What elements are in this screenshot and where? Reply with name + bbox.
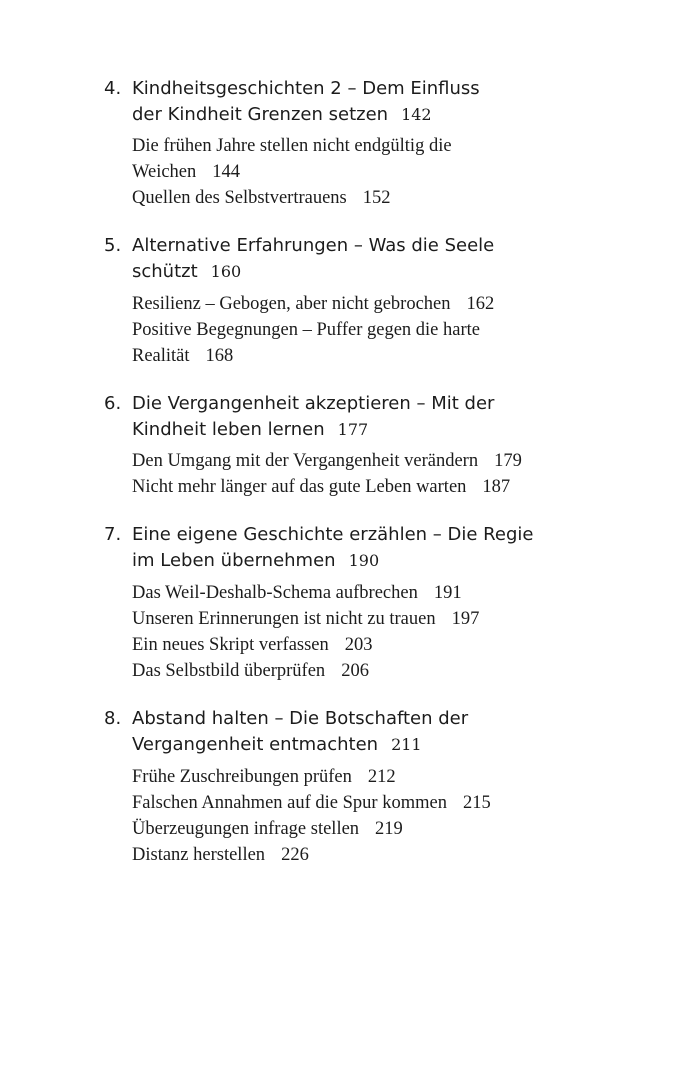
chapter-title — [132, 391, 552, 443]
section-entry — [132, 474, 632, 500]
section-entry — [132, 317, 632, 369]
section-entry — [132, 632, 632, 658]
chapter-title — [132, 233, 552, 285]
section-entry — [132, 185, 632, 211]
section-title-line: Quellen des Selbstvertrauens 152 — [132, 188, 391, 208]
section-page-number: 203 — [344, 635, 373, 655]
section-title-line: Positive Begegnungen – Puffer gegen die harte — [132, 320, 480, 340]
section-entry — [132, 842, 632, 868]
chapter-number: 6. — [104, 393, 122, 414]
chapter-page-number: 142 — [401, 105, 432, 124]
section-page-number: 191 — [433, 583, 462, 603]
chapter-number: 8. — [104, 708, 122, 729]
section-title-line: Den Umgang mit der Vergangenheit verändern 179 — [132, 451, 522, 471]
chapter-title-line: Alternative Erfahrungen – Was die Seele — [132, 235, 495, 256]
section-title-line: Frühe Zuschreibungen prüfen 212 — [132, 767, 396, 787]
section-title-line: Realität 168 — [132, 346, 234, 366]
chapter-number: 7. — [104, 524, 122, 545]
section-title-line: Ein neues Skript verfassen 203 — [132, 635, 373, 655]
section-page-number: 215 — [462, 793, 491, 813]
chapter-page-number: 177 — [337, 420, 369, 439]
section-entry — [132, 291, 632, 317]
chapter-title-line: im Leben übernehmen 190 — [132, 550, 380, 571]
section-entry — [132, 658, 632, 684]
section-title-line: Unseren Erinnerungen ist nicht zu trauen 197 — [132, 609, 480, 629]
chapter-title — [132, 706, 552, 758]
chapter-number: 5. — [104, 235, 122, 256]
section-title-line: Falschen Annahmen auf die Spur kommen 215 — [132, 793, 491, 813]
section-page-number: 168 — [205, 346, 234, 366]
section-list — [132, 764, 632, 868]
section-entry — [132, 133, 632, 185]
section-entry — [132, 764, 632, 790]
section-title-line: Das Weil-Deshalb-Schema aufbrechen 191 — [132, 583, 462, 603]
section-page-number: 144 — [212, 162, 241, 182]
section-page-number: 212 — [367, 767, 396, 787]
chapter-page-number: 190 — [348, 551, 380, 570]
chapter-title-line: Kindheit leben lernen 177 — [132, 419, 369, 440]
section-entry — [132, 448, 632, 474]
section-title-line: Nicht mehr länger auf das gute Leben warten 187 — [132, 477, 511, 497]
chapter-number: 4. — [104, 78, 122, 99]
section-list — [132, 291, 632, 369]
section-title-line: Überzeugungen infrage stellen 219 — [132, 819, 403, 839]
section-entry — [132, 816, 632, 842]
section-title-line: Distanz herstellen 226 — [132, 845, 309, 865]
chapter-title-line: schützt 160 — [132, 261, 242, 282]
section-page-number: 179 — [494, 451, 522, 471]
section-entry — [132, 790, 632, 816]
section-page-number: 152 — [362, 188, 391, 208]
chapter-title-line: Kindheitsgeschichten 2 – Dem Einfluss — [132, 78, 480, 99]
section-list — [132, 448, 632, 500]
section-list — [132, 133, 632, 211]
section-page-number: 162 — [466, 294, 495, 314]
chapter-title-line: Eine eigene Geschichte erzählen – Die Regie — [132, 524, 534, 545]
section-title-line: Die frühen Jahre stellen nicht endgültig die — [132, 136, 452, 156]
section-page-number: 197 — [451, 609, 480, 629]
section-title-line: Weichen 144 — [132, 162, 241, 182]
section-page-number: 206 — [341, 661, 369, 681]
chapter-title-line: Vergangenheit entmachten 211 — [132, 734, 422, 755]
section-entry — [132, 580, 632, 606]
chapter-title-line: Die Vergangenheit akzeptieren – Mit der — [132, 393, 495, 414]
chapter-title-line: der Kindheit Grenzen setzen 142 — [132, 104, 432, 125]
chapter-page-number: 160 — [210, 262, 242, 281]
section-list — [132, 580, 632, 684]
section-page-number: 226 — [281, 845, 309, 865]
chapter-title-line: Abstand halten – Die Botschaften der — [132, 708, 469, 729]
section-title-line: Das Selbstbild überprüfen 206 — [132, 661, 369, 681]
section-title-line: Resilienz – Gebogen, aber nicht gebrochen 162 — [132, 294, 495, 314]
chapter-title — [132, 76, 552, 128]
chapter-title — [132, 522, 552, 574]
section-page-number: 219 — [375, 819, 403, 839]
section-page-number: 187 — [482, 477, 511, 497]
chapter-page-number: 211 — [391, 735, 422, 754]
section-entry — [132, 606, 632, 632]
